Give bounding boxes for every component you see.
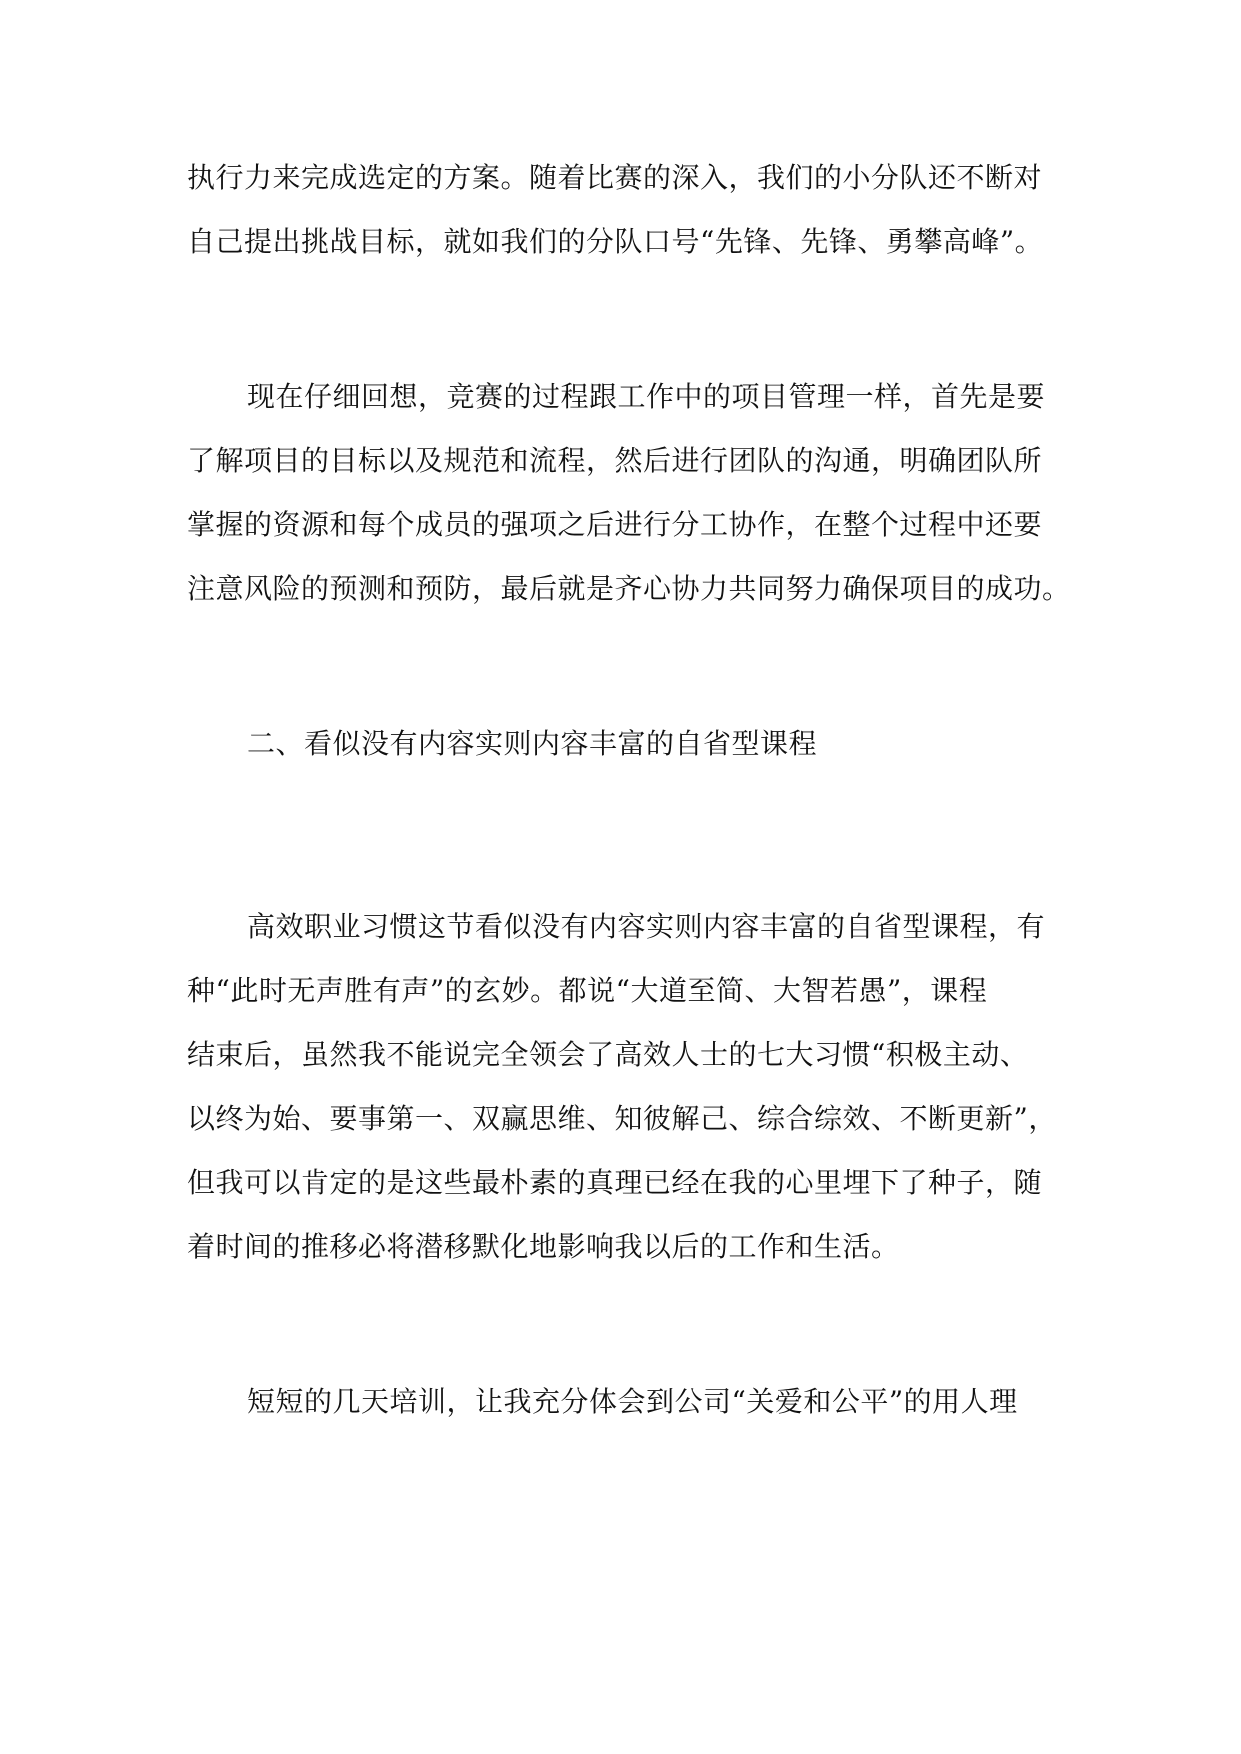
- paragraph-line: 注意风险的预测和预防，最后就是齐心协力共同努力确保项目的成功。: [187, 572, 1071, 605]
- paragraph-line: 着时间的推移必将潜移默化地影响我以后的工作和生活。: [187, 1230, 900, 1263]
- paragraph-line: 种“此时无声胜有声”的玄妙。都说“大道至简、大智若愚”，课程: [187, 974, 988, 1007]
- paragraph-line: 执行力来完成选定的方案。随着比赛的深入，我们的小分队还不断对: [187, 161, 1043, 194]
- paragraph-line: 了解项目的目标以及规范和流程，然后进行团队的沟通，明确团队所: [187, 444, 1043, 477]
- paragraph-line: 现在仔细回想，竞赛的过程跟工作中的项目管理一样，首先是要: [247, 380, 1046, 413]
- paragraph-line: 但我可以肯定的是这些最朴素的真理已经在我的心里埋下了种子，随: [187, 1166, 1043, 1199]
- paragraph-line: 结束后，虽然我不能说完全领会了高效人士的七大习惯“积极主动、: [187, 1038, 1029, 1071]
- paragraph-line: 掌握的资源和每个成员的强项之后进行分工协作，在整个过程中还要: [187, 508, 1043, 541]
- paragraph-line: 短短的几天培训，让我充分体会到公司“关爱和公平”的用人理: [247, 1385, 1018, 1418]
- paragraph-line: 高效职业习惯这节看似没有内容实则内容丰富的自省型课程，有: [247, 910, 1046, 943]
- paragraph-line: 自己提出挑战目标，就如我们的分队口号“先锋、先锋、勇攀高峰”。: [187, 225, 1044, 258]
- paragraph-line: 以终为始、要事第一、双赢思维、知彼解己、综合综效、不断更新”，: [187, 1102, 1057, 1135]
- section-heading: 二、看似没有内容实则内容丰富的自省型课程: [247, 727, 818, 760]
